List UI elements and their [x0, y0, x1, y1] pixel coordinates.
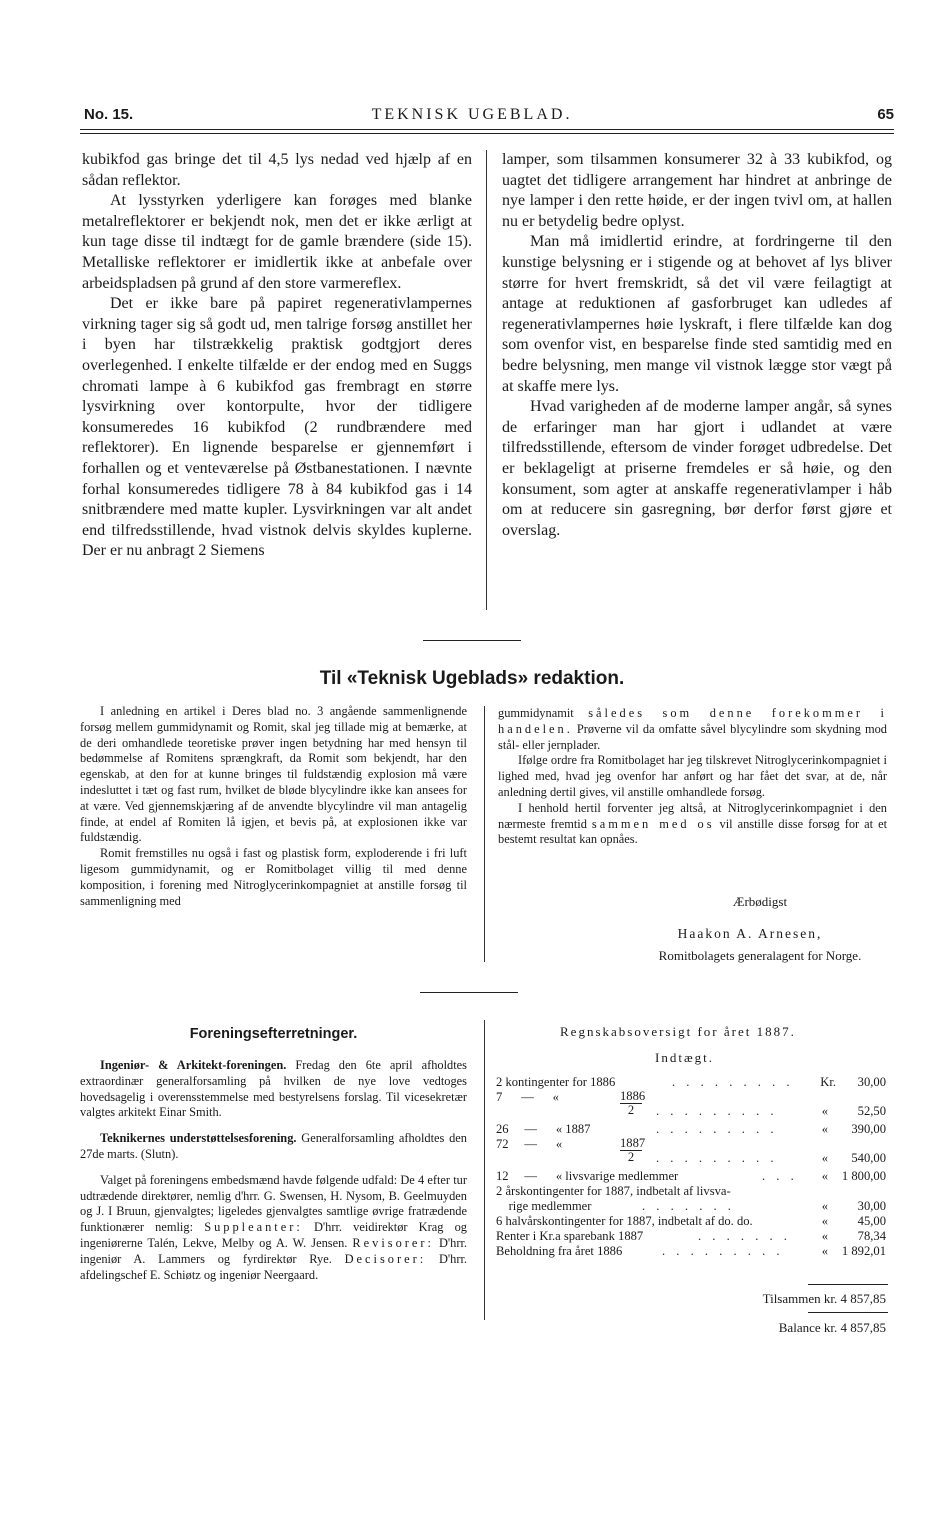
article-paragraph: Man må imidlertid erindre, at fordringerne til den kunstige belysning er i stigende og at behovet af lys bliver større for hvert fremskridt, så det vil være feilagtigt at antage at reduktionen af gasforbruget kan udledes af regenerativlampernes høie lyskraft, i flere tilfælde kan dog som ovenfor vist, en besparelse finde sted samtidig med en bedre belysning, men mange vil vistnok lægge stor vægt på at skaffe mere lys. — [502, 233, 892, 395]
letter-emphasis: sammen med os — [591, 816, 715, 831]
accounts-total: Tilsammen kr. 4 857,85 — [762, 1291, 886, 1306]
association-text: D'hrr. afdelingschef E. Schiøtz og ingeniør Neergaard. — [80, 1251, 467, 1282]
table-row — [496, 1229, 886, 1244]
section-separator — [420, 992, 518, 993]
row-currency: « — [821, 1229, 828, 1243]
row-currency: « — [821, 1244, 828, 1258]
row-currency: Kr. — [820, 1075, 836, 1089]
row-label: 2 årskontingenter for 1887, indbetalt af livsva- — [496, 1184, 731, 1198]
table-row — [496, 1169, 886, 1184]
accounts-title: Regnskabsoversigt for året 1887. — [560, 1024, 796, 1039]
fraction-denominator: 2 — [627, 1150, 635, 1164]
row-currency: « — [821, 1122, 828, 1136]
article-paragraph: kubikfod gas bringe det til 4,5 lys nedad ved hjælp af en sådan reflektor. — [82, 151, 472, 189]
accounts-subtitle: Indtægt. — [655, 1050, 714, 1065]
letter-signature-title: Romitbolagets generalagent for Norge. — [658, 948, 862, 963]
row-label: Renter i Kr.a sparebank 1887 — [496, 1229, 644, 1243]
leader-dots: . . . . . . . — [698, 1229, 791, 1243]
article-paragraph: At lysstyrken yderligere kan forøges med blanke metalreflektorer er bekjendt nok, men det er ikke ærligt at kun tage disse til indtægt for de gamle brændere (side 15). Metalliske reflektorer er imidlertik ikke at anbefale over arbeidspladsen på grund af den store varmereflex. — [82, 192, 472, 292]
article-paragraph: lamper, som tilsammen konsumerer 32 à 33 kubikfod, og uagtet det tidligere arrangement har hindret at anbringe de nye lamper i den rette høide, er der ingen tvivl om, at hallen nu er betydelig bedre oplyst. — [502, 151, 892, 230]
row-amount: 30,00 — [857, 1199, 886, 1213]
sum-rule — [808, 1284, 888, 1285]
row-currency: « — [821, 1151, 828, 1165]
letter-right-column — [498, 706, 887, 848]
row-currency: « — [821, 1104, 828, 1118]
association-text: D'hrr. veidirektør Krag og ingeniørerne Talén, Lekve, Melby og A. W. Jensen. — [80, 1220, 468, 1250]
letter-paragraph — [498, 706, 887, 753]
leader-dots: . . . . . . . . . — [656, 1122, 778, 1136]
table-row — [496, 1090, 886, 1122]
article-left-column — [82, 150, 472, 562]
row-amount: 30,00 — [857, 1075, 886, 1089]
association-role: Decisorer: — [344, 1251, 427, 1266]
row-currency: « — [821, 1199, 828, 1213]
row-amount: 1 800,00 — [841, 1169, 886, 1183]
association-text: Generalforsamling afholdtes den 27de marts. (Slutn). — [80, 1131, 467, 1161]
table-row — [496, 1122, 886, 1137]
leader-dots: . . . . . . . . . — [662, 1244, 784, 1258]
accounts-balance: Balance kr. 4 857,85 — [778, 1320, 886, 1335]
letter-text: gummidynamit — [498, 706, 574, 720]
row-label: Beholdning fra året 1886 — [496, 1244, 623, 1258]
letter-text: Prøverne vil da omfatte såvel blycylindre som skydning mod stål- eller jernplader. — [498, 721, 887, 752]
table-row — [496, 1214, 886, 1229]
accounts-table — [496, 1075, 886, 1259]
column-divider — [486, 150, 487, 610]
letter-title: Til «Teknisk Ugeblads» redaktion. — [319, 668, 625, 689]
letter-text: I henhold hertil forventer jeg altså, at Nitroglycerinkompagniet i den nærmeste fremtid — [498, 800, 887, 831]
article-right-column — [502, 150, 892, 541]
page-number: 65 — [877, 106, 894, 123]
association-text: D'hrr. ingeniør A. Lammers og fyrdirektør Rye. — [80, 1235, 468, 1266]
fraction-numerator: 1886 — [620, 1089, 646, 1103]
row-amount: 45,00 — [857, 1214, 886, 1228]
fraction-denominator: 2 — [627, 1103, 635, 1117]
row-label: 7 — « — [496, 1090, 559, 1104]
row-label: 6 halvårskontingenter for 1887, indbetalt af do. do. — [496, 1214, 753, 1228]
row-label: 12 — « livsvarige medlemmer — [496, 1169, 679, 1183]
leader-dots: . . . . . . . — [642, 1199, 735, 1213]
sum-rule — [808, 1312, 888, 1313]
column-divider — [484, 1020, 485, 1320]
column-divider — [484, 706, 485, 962]
leader-dots: . . . . . . . . . — [656, 1151, 778, 1165]
association-paragraph — [80, 1058, 467, 1121]
association-column — [80, 1058, 467, 1283]
row-amount: 1 892,01 — [841, 1244, 886, 1258]
letter-paragraph: Romit fremstilles nu også i fast og plastisk form, exploderende i fri luft ligesom gummidynamit, og er Romitbolaget villig til med denne komposition, i forening med Nitroglycerinkompagniet at anstille forsøg til sammenligning med — [80, 846, 467, 908]
row-label: rige medlemmer — [496, 1199, 592, 1213]
section-separator — [423, 640, 521, 641]
row-label: 26 — « 1887 — [496, 1122, 591, 1136]
letter-left-column — [80, 704, 467, 909]
association-heading: Ingeniør- & Arkitekt-foreningen. — [100, 1058, 287, 1072]
association-role: Revisorer: — [352, 1235, 434, 1250]
row-amount: 52,50 — [857, 1104, 886, 1118]
letter-closing: Ærbødigst — [732, 894, 788, 909]
association-role: Suppleanter: — [204, 1220, 303, 1235]
fraction-numerator: 1887 — [620, 1136, 646, 1150]
association-text: Fredag den 6te april afholdtes extraordinær generalforsamling på hvilken de nye love vedtoges hovedsagelig i overensstemmelse med bestyrelsens forslag. Til vicesekretær valgtes arkitekt Einar Smith. — [80, 1058, 467, 1120]
row-fraction — [620, 1136, 646, 1164]
letter-paragraph: I anledning en artikel i Deres blad no. 3 angående sammenlignende forsøg mellem gummidynamit og Romit, skal jeg tillade mig at bemærke, at de deri omhandlede teoretiske prøver ingen betydning har med hensyn til bedømmelse af Romitens sprængkraft, da Romit som bekjendt, har den egenskab, at den for at kunne bringes til fuldstændig explosion må være indesluttet i tæt og fast rum, hvilket de bløde blycylindre ikke kan ansees for at være. Ved gjennemskjæring af de anvendte blycylindre vil man antagelig finde, at endel af Romiten lå igjen, et bevis på, at explosionen ikke var fuldstændig. — [80, 704, 467, 845]
header-rule-2 — [80, 133, 894, 134]
association-paragraph — [80, 1173, 467, 1284]
issue-number: No. 15. — [84, 106, 134, 123]
table-row — [496, 1075, 886, 1090]
leader-dots: . . . — [762, 1169, 798, 1183]
letter-emphasis: således som denne forekommer i handelen. — [498, 706, 887, 736]
leader-dots: . . . . . . . . . — [656, 1104, 778, 1118]
letter-paragraph: Ifølge ordre fra Romitbolaget har jeg tilskrevet Nitroglycerinkompagniet i lighed med, hvad jeg ovenfor har anført og har fået det svar, at de, når anledning dertil gives, vil anstille omhandlede forsøg. — [498, 753, 887, 799]
article-paragraph: Det er ikke bare på papiret regenerativlampernes virkning tager sig så godt ud, men talrige forsøg anstillet her i byen har tilstrækkelig praktisk godtgjort deres overlegenhed. I enkelte tilfælde er der endog med en Suggs chromati lampe à 6 kubikfod gas frembragt en større lysvirkning over kontorpulte, hvor der tidligere konsumeredes 16 kubikfod (2 rundbrændere med reflektorer). En lignende besparelse er gjennemført i forhallen og et venteværelse på Østbanestationen. I nævnte forhal konsumeredes tidligere 78 à 84 kubikfod gas i 14 snitbrændere med matte kupler. Lysvirkningen var alt andet end tilfredsstillende, hvad vistnok delvis skyldes kuplerne. Der er nu anbragt 2 Siemens — [82, 295, 472, 560]
table-row — [496, 1184, 886, 1199]
header-rule — [80, 129, 894, 130]
association-title: Foreningsefterretninger. — [189, 1026, 358, 1042]
letter-paragraph — [498, 801, 887, 848]
row-amount: 540,00 — [851, 1151, 886, 1165]
article-paragraph: Hvad varigheden af de moderne lamper angår, så synes de erfaringer man har gjort i udlandet at være tilfredsstillende, eftersom de vinder forøget udbredelse. Det er beklageligt at priserne fremdeles er så høie, og den konsument, som agter at anskaffe regenerativlamper i håb om at reducere sin gasregning, bør derfor først gjøre et overslag. — [502, 398, 892, 539]
row-currency: « — [821, 1169, 828, 1183]
row-amount: 78,34 — [857, 1229, 886, 1243]
letter-text: vil anstille disse forsøg for at et bestemt resultat kan opnåes. — [498, 816, 888, 847]
association-paragraph — [80, 1131, 467, 1163]
journal-title: TEKNISK UGEBLAD. — [371, 106, 573, 123]
leader-dots: . . . . . . . . . — [672, 1075, 794, 1089]
association-heading: Teknikernes understøttelsesforening. — [100, 1131, 297, 1146]
table-row — [496, 1244, 886, 1259]
row-label: 2 kontingenter for 1886 — [496, 1075, 616, 1089]
row-label: 72 — « — [496, 1137, 563, 1151]
association-text: Valget på foreningens embedsmænd havde følgende udfald: De 4 efter tur udtrædende direktører, nemlig d'hrr. G. Swensen, H. Nysom, B. Geelmuyden og J. I Bruun, gjenvalgtes; ligeledes gjenvalgtes samtlige øvrige fratrædende funktionærer nemlig: — [80, 1172, 467, 1235]
row-currency: « — [821, 1214, 828, 1228]
row-amount: 390,00 — [851, 1122, 886, 1136]
row-fraction — [620, 1089, 646, 1117]
table-row — [496, 1199, 886, 1214]
table-row — [496, 1137, 886, 1169]
letter-signature: Haakon A. Arnesen, — [677, 926, 823, 941]
